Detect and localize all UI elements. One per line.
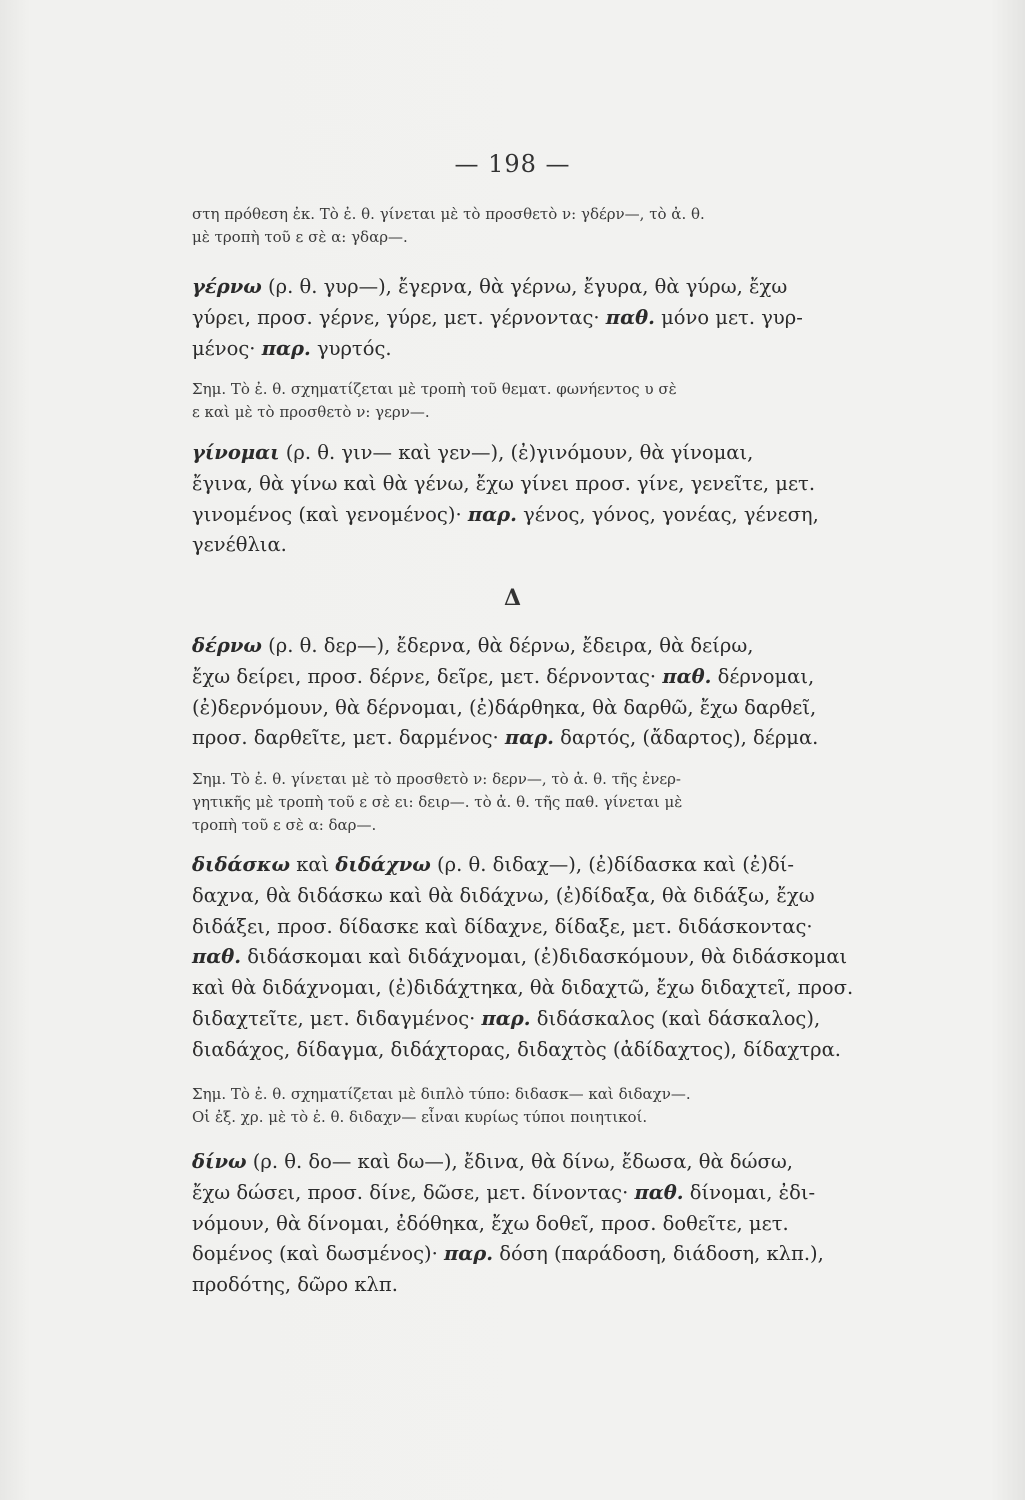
abbr-derivatives: παρ.	[444, 1242, 494, 1266]
text-line: διδάσκω καὶ διδάχνω (ρ. θ. διδαχ—), (ἐ)δίδασκα καὶ (ἐ)δί-	[192, 853, 794, 876]
text-line: ἔχω δώσει, προσ. δίνε, δῶσε, μετ. δίνοντας· παθ. δίνομαι, ἐδι-	[192, 1180, 816, 1204]
headword: γέρνω	[192, 275, 262, 298]
text-line: διδαχτεῖτε, μετ. διδαγμένος· παρ. διδάσκαλος (καὶ δάσκαλος),	[192, 1006, 821, 1030]
abbr-derivatives: παρ.	[481, 1006, 531, 1030]
note-didasko	[192, 1083, 934, 1129]
abbr-derivatives: παρ.	[504, 726, 554, 750]
text-line: δομένος (καὶ δωσμένος)· παρ. δόση (παράδοση, διάδοση, κλπ.),	[192, 1242, 824, 1266]
entry-derno	[192, 631, 934, 754]
text-line: γέρνω (ρ. θ. γυρ—), ἔγερνα, θὰ γέρνω, ἔγυρα, θὰ γύρω, ἔχω	[192, 275, 788, 298]
note-continuation	[192, 203, 934, 249]
entry-dino	[192, 1147, 934, 1301]
text-line: γίνομαι (ρ. θ. γιν— καὶ γεν—), (ἐ)γινόμουν, θὰ γίνομαι,	[192, 441, 754, 464]
abbr-derivatives: παρ.	[467, 502, 517, 526]
text-line: προδότης, δῶρο κλπ.	[192, 1273, 398, 1297]
note-derno	[192, 768, 934, 837]
text-line: Σημ. Τὸ ἐ. θ. σχηματίζεται μὲ διπλὸ τύπο: διδασκ— καὶ διδαχν—.	[192, 1085, 691, 1103]
text-line: (ἐ)δερνόμουν, θὰ δέρνομαι, (ἐ)δάρθηκα, θὰ δαρθῶ, ἔχω δαρθεῖ,	[192, 695, 817, 719]
text-line: δίνω (ρ. θ. δο— καὶ δω—), ἔδινα, θὰ δίνω, ἔδωσα, θὰ δώσω,	[192, 1150, 793, 1173]
text-line: γινομένος (καὶ γενομένος)· παρ. γένος, γόνος, γονέας, γένεση,	[192, 502, 819, 526]
headword: διδάχνω	[335, 853, 431, 876]
abbr-passive: παθ.	[634, 1180, 684, 1204]
headword: γίνομαι	[192, 441, 280, 464]
section-heading: Δ	[503, 585, 522, 611]
text-line: ἔγινα, θὰ γίνω καὶ θὰ γένω, ἔχω γίνει προσ. γίνε, γενεῖτε, μετ.	[192, 471, 816, 495]
text-line: δαχνα, θὰ διδάσκω καὶ θὰ διδάχνω, (ἐ)δίδαξα, θὰ διδάξω, ἔχω	[192, 883, 815, 907]
text-line: Σημ. Τὸ ἐ. θ. σχηματίζεται μὲ τροπὴ τοῦ θεματ. φωνήεντος υ σὲ	[192, 380, 677, 398]
text-line: νόμουν, θὰ δίνομαι, ἐδόθηκα, ἔχω δοθεῖ, προσ. δοθεῖτε, μετ.	[192, 1211, 789, 1235]
text-line: παθ. διδάσκομαι καὶ διδάχνομαι, (ἐ)διδασκόμουν, θὰ διδάσκομαι	[192, 945, 848, 969]
text-line: ε καὶ μὲ τὸ προσθετὸ ν: γερν—.	[192, 403, 430, 421]
text-line: μὲ τροπὴ τοῦ ε σὲ α: γδαρ—.	[192, 228, 408, 246]
text-line: διδάξει, προσ. δίδασκε καὶ δίδαχνε, δίδαξε, μετ. διδάσκοντας·	[192, 914, 813, 938]
entry-ginomai	[192, 438, 934, 561]
entry-gerno	[192, 272, 934, 364]
text-line: ἔχω δείρει, προσ. δέρνε, δεῖρε, μετ. δέρνοντας· παθ. δέρνομαι,	[192, 664, 815, 688]
text-line: γενέθλια.	[192, 533, 287, 557]
text-line: προσ. δαρθεῖτε, μετ. δαρμένος· παρ. δαρτός, (ἄδαρτος), δέρμα.	[192, 726, 819, 750]
headword: δίνω	[192, 1150, 247, 1173]
text-line: διαδάχος, δίδαγμα, διδάχτορας, διδαχτὸς (ἀδίδαχτος), δίδαχτρα.	[192, 1037, 841, 1061]
text-line: στη πρόθεση ἐκ. Τὸ ἐ. θ. γίνεται μὲ τὸ προσθετὸ ν: γδέρν—, τὸ ἀ. θ.	[192, 205, 705, 223]
text-line: Σημ. Τὸ ἐ. θ. γίνεται μὲ τὸ προσθετὸ ν: δερν—, τὸ ἀ. θ. τῆς ἐνερ-	[192, 770, 681, 788]
note-gerno	[192, 378, 934, 424]
text-line: μένος· παρ. γυρτός.	[192, 336, 392, 360]
abbr-passive: παθ.	[605, 305, 655, 329]
text-line: δέρνω (ρ. θ. δερ—), ἔδερνα, θὰ δέρνω, ἔδειρα, θὰ δείρω,	[192, 634, 754, 657]
abbr-passive: παθ.	[662, 664, 712, 688]
abbr-derivatives: παρ.	[261, 336, 311, 360]
text-line: καὶ θὰ διδάχνομαι, (ἐ)διδάχτηκα, θὰ διδαχτῶ, ἔχω διδαχτεῖ, προσ.	[192, 976, 854, 1000]
entry-didasko	[192, 850, 934, 1066]
text-line: γύρει, προσ. γέρνε, γύρε, μετ. γέρνοντας· παθ. μόνο μετ. γυρ-	[192, 305, 803, 329]
abbr-passive: παθ.	[192, 945, 242, 969]
text-line: τροπὴ τοῦ ε σὲ α: δαρ—.	[192, 816, 377, 834]
headword: διδάσκω	[192, 853, 291, 876]
text-line: Οἱ ἐξ. χρ. μὲ τὸ ἐ. θ. διδαχν— εἶναι κυρίως τύποι ποιητικοί.	[192, 1108, 648, 1126]
text-line: γητικῆς μὲ τροπὴ τοῦ ε σὲ ει: δειρ—. τὸ ἀ. θ. τῆς παθ. γίνεται μὲ	[192, 793, 683, 811]
page-number: — 198 —	[454, 150, 571, 178]
headword: δέρνω	[192, 634, 262, 657]
